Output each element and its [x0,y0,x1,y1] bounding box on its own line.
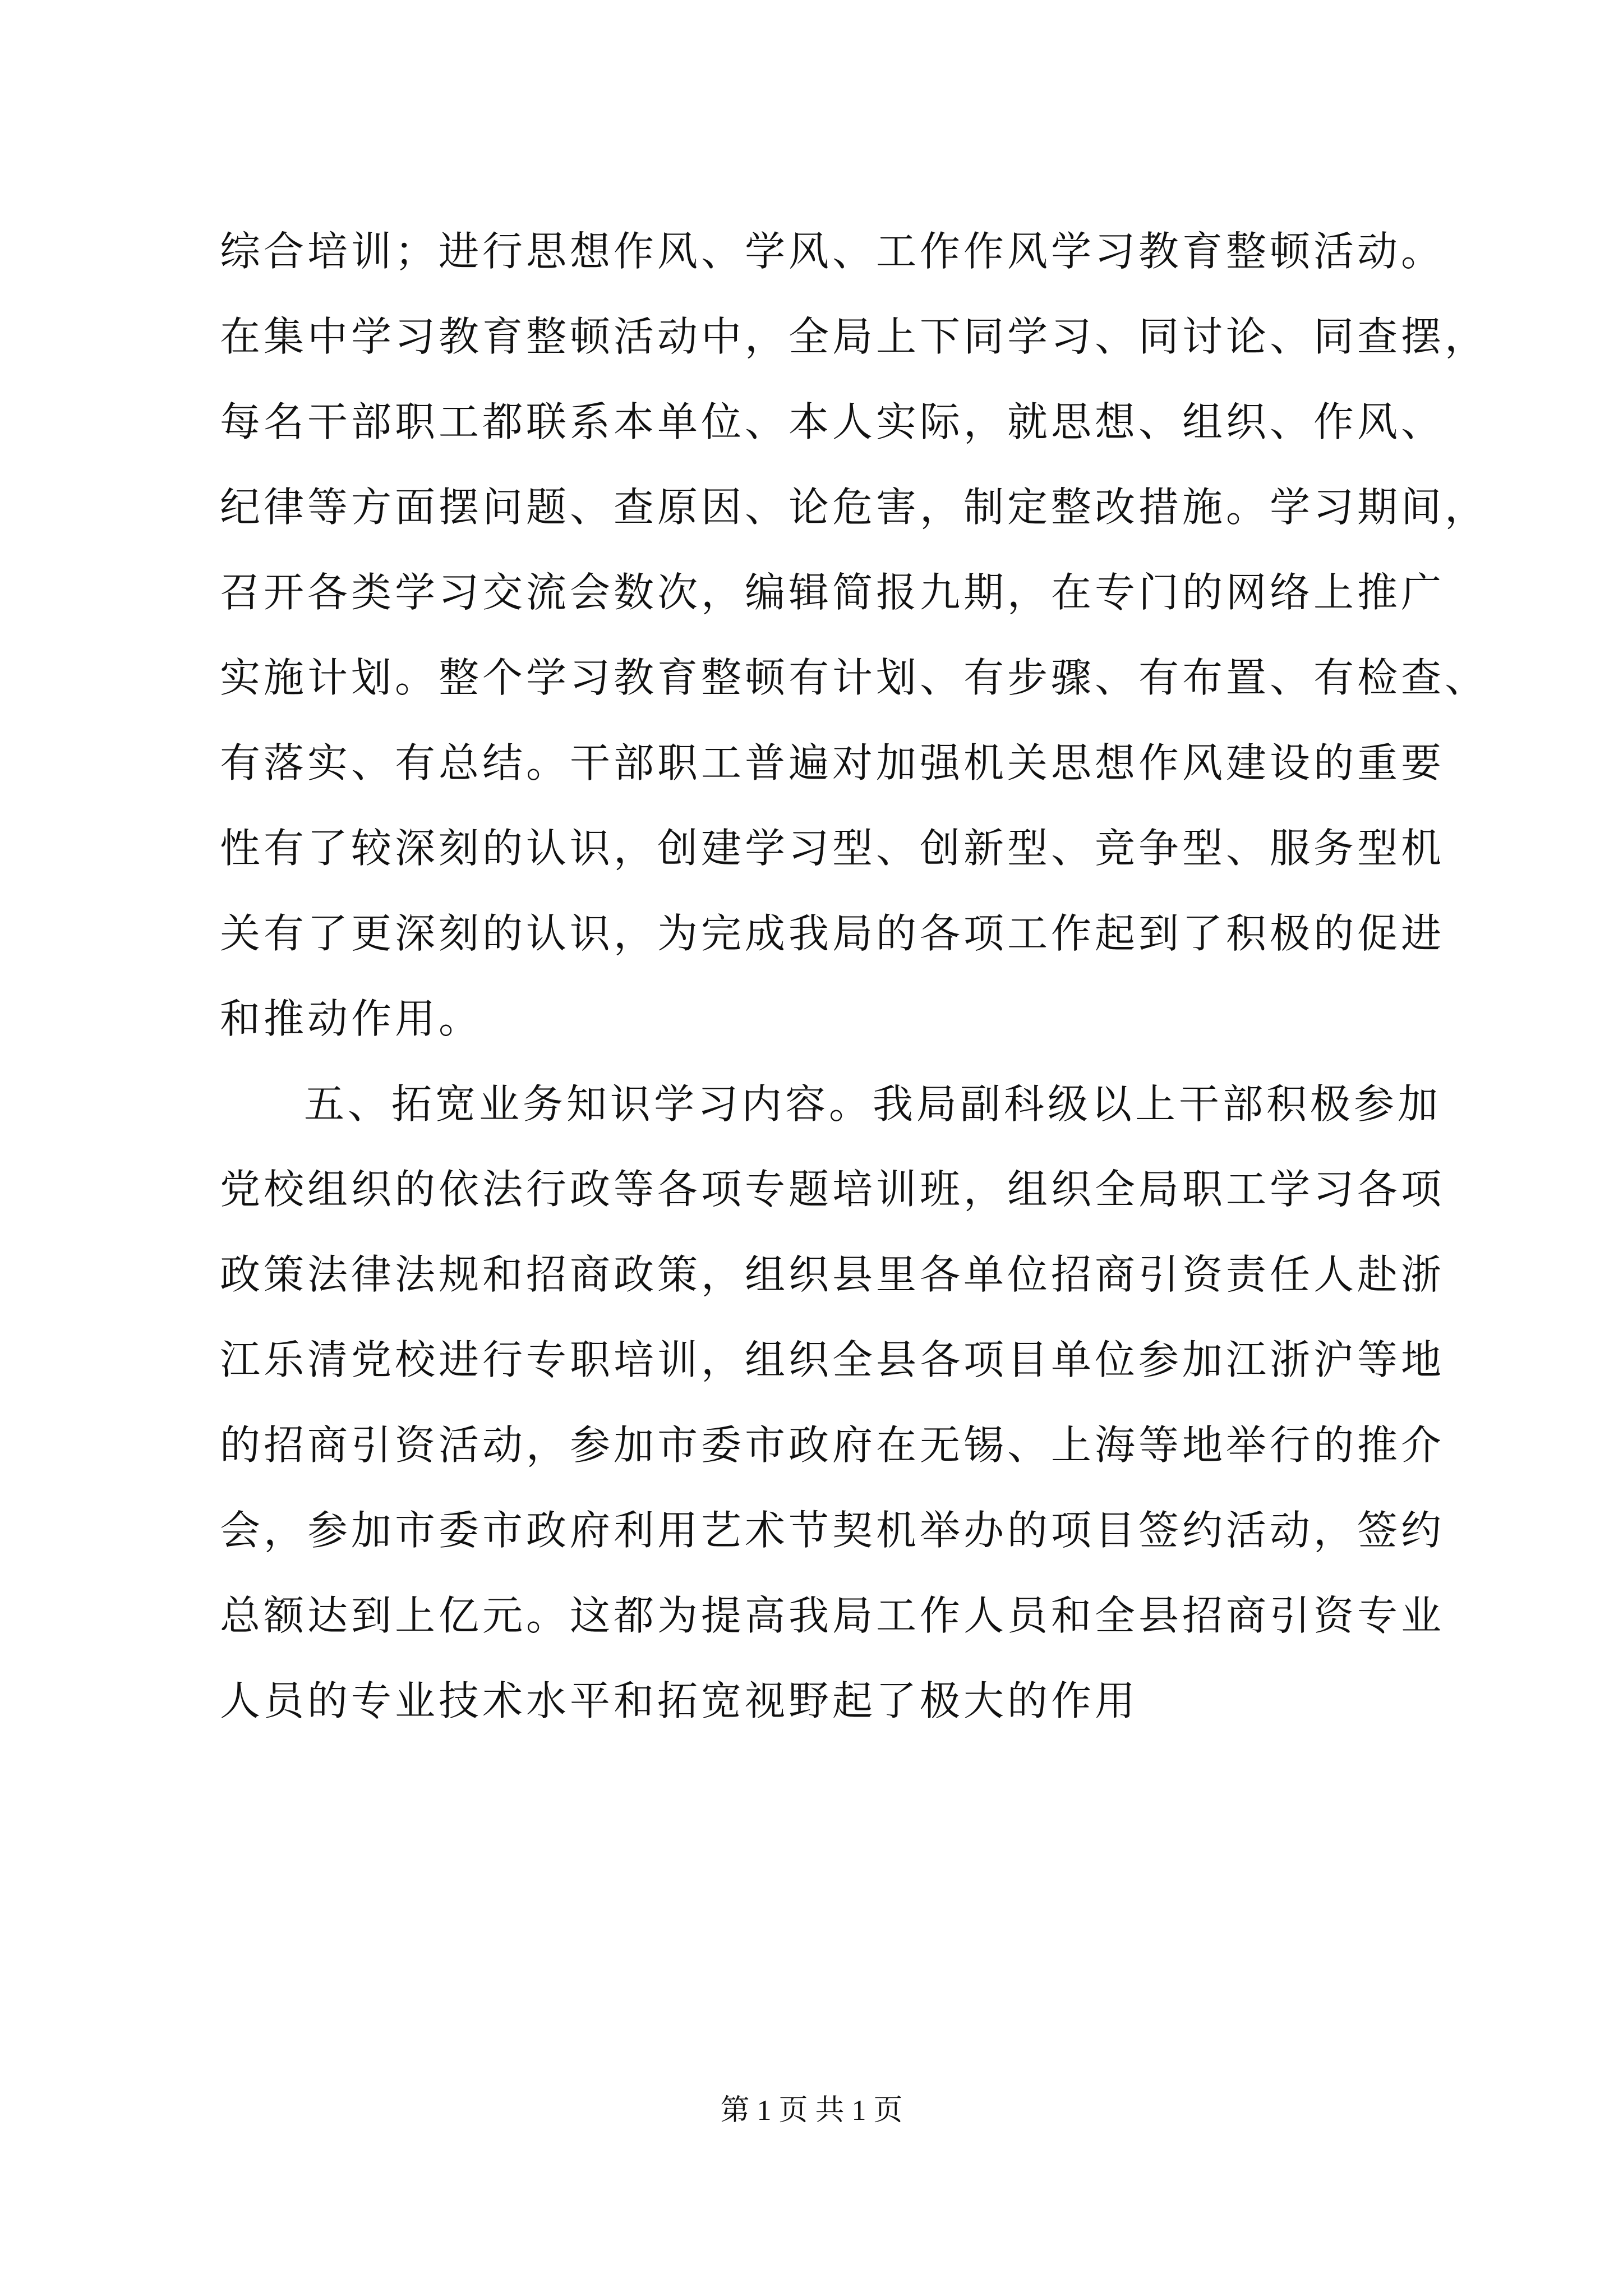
text-line: 综合培训；进行思想作风、学风、工作作风学习教育整顿活动。 [220,228,1445,275]
text-line: 的招商引资活动，参加市委市政府在无锡、上海等地举行的推介 [220,1421,1445,1469]
text-line: 政策法律法规和招商政策，组织县里各单位招商引资责任人赴浙 [220,1251,1445,1298]
text-line: 召开各类学习交流会数次，编辑简报九期，在专门的网络上推广 [220,569,1445,616]
paragraph-continued [220,209,1489,1061]
text-line: 性有了较深刻的认识，创建学习型、创新型、竞争型、服务型机 [220,825,1445,872]
document-body [220,209,1489,1743]
text-line: 关有了更深刻的认识，为完成我局的各项工作起到了积极的促进 [220,910,1445,957]
text-line: 有落实、有总结。干部职工普遍对加强机关思想作风建设的重要 [220,739,1445,786]
text-line: 会，参加市委市政府利用艺术节契机举办的项目签约活动，签约 [220,1507,1445,1554]
text-line: 实施计划。整个学习教育整顿有计划、有步骤、有布置、有检查、 [220,654,1489,701]
text-line: 每名干部职工都联系本单位、本人实际，就思想、组织、作风、 [220,398,1445,445]
text-line: 和推动作用。 [220,995,483,1042]
text-line: 纪律等方面摆问题、查原因、论危害，制定整改措施。学习期间， [220,484,1489,531]
page-number-footer: 第 1 页 共 1 页 [720,2095,903,2127]
paragraph-five [220,1061,1445,1743]
text-line: 五、拓宽业务知识学习内容。我局副科级以上干部积极参加 [304,1080,1442,1128]
text-line: 在集中学习教育整顿活动中，全局上下同学习、同讨论、同查摆， [220,313,1489,360]
text-line: 总额达到上亿元。这都为提高我局工作人员和全县招商引资专业 [220,1592,1445,1639]
text-line: 人员的专业技术水平和拓宽视野起了极大的作用 [220,1677,1139,1724]
text-line: 党校组织的依法行政等各项专题培训班，组织全局职工学习各项 [220,1166,1445,1213]
text-line: 江乐清党校进行专职培训，组织全县各项目单位参加江浙沪等地 [220,1336,1445,1383]
